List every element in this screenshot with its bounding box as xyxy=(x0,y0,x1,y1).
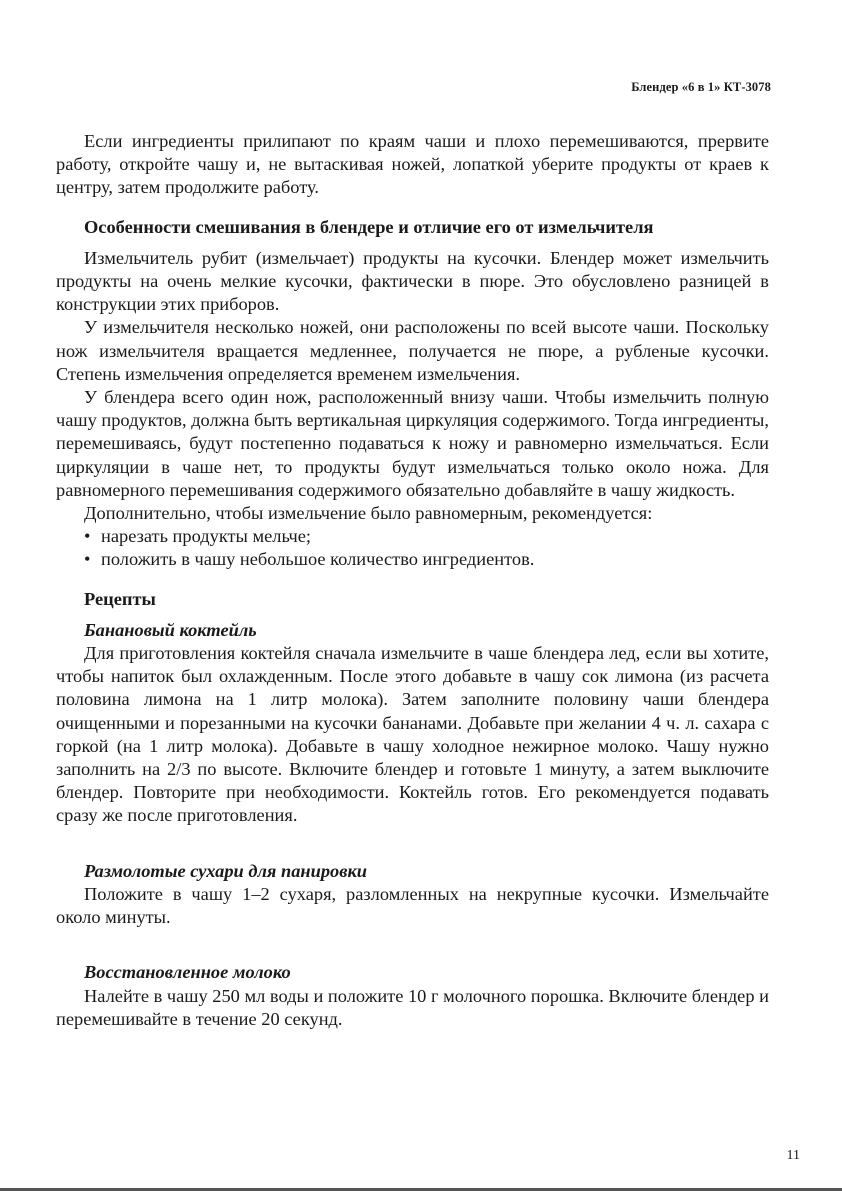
features-paragraph-1: Измельчитель рубит (измельчает) продукты на кусочки. Блендер может измельчить продукты на очень мелкие кусочки, фактически в пюре. Это обусловлено разницей в конструкции этих приборов. xyxy=(56,247,769,315)
page-number: 11 xyxy=(786,1148,800,1163)
recipe-text-banana-cocktail: Для приготовления коктейля сначала измельчите в чаше блендера лед, если вы хотите, чтобы напиток был охлажденным. После этого добавьте в чашу сок лимона (из расчета половина лимона на 1 литр молока). Затем заполните половину чаши блендера очищенными и порезанными на кусочки бананами. Добавьте при желании 4 ч. л. сахара с горкой (на 1 литр молока). Добавьте в чашу холодное нежирное молоко. Чашу нужно заполнить на 2/3 по высоте. Включите блендер и готовьте 1 минуту, а затем выключите блендер. Повторите при необходимости. Коктейль готов. Его рекомендуется подавать сразу же после приготовления. xyxy=(56,643,769,826)
recipe-text-breadcrumbs: Положите в чашу 1–2 сухаря, разломленных на некрупные кусочки. Измельчайте около минуты. xyxy=(56,883,769,928)
recipe-text-milk: Налейте в чашу 250 мл воды и положите 10 г молочного порошка. Включите блендер и перемешивайте в течение 20 секунд. xyxy=(56,985,769,1029)
recipe-title-breadcrumbs: Размолотые сухари для панировки xyxy=(84,860,368,881)
list-item: • положить в чашу небольшое количество ингредиентов. xyxy=(84,548,769,571)
recipe-title-milk: Восстановленное молоко xyxy=(84,962,291,983)
running-header: Блендер «6 в 1» КТ-3078 xyxy=(631,80,771,94)
recommendation-list xyxy=(56,525,769,571)
page-content xyxy=(56,130,769,1031)
features-paragraph-3: У блендера всего один нож, расположенный внизу чаши. Чтобы измельчить полную чашу продуктов, должна быть вертикальная циркуляция содержимого. Тогда ингредиенты, перемешиваясь, будут постепенно подаваться к ножу и равномерно измельчаться. Если циркуляции в чаше нет, то продукты будут измельчаться только около ножа. Для равномерного перемешивания содержимого обязательно добавляйте в чашу жидкость. xyxy=(56,387,769,500)
intro-paragraph: Если ингредиенты прилипают по краям чаши и плохо перемешиваются, прервите работу, откройте чашу и, не вытаскивая ножей, лопаткой уберите продукты от краев к центру, затем продолжите работу. xyxy=(56,131,769,198)
spacer xyxy=(56,929,769,953)
section-heading-features: Особенности смешивания в блендере и отличие его от измельчителя xyxy=(84,216,654,237)
spacer xyxy=(56,828,769,852)
features-paragraph-2: У измельчителя несколько ножей, они расположены по всей высоте чаши. Поскольку нож измельчителя вращается медленнее, получается не пюре, а рубленые кусочки. Степень измельчения определяется временем измельчения. xyxy=(56,317,769,384)
features-paragraph-4: Дополнительно, чтобы измельчение было равномерным, рекомендуется: xyxy=(84,503,653,524)
list-item: • нарезать продукты мельче; xyxy=(84,525,769,548)
recipes-heading: Рецепты xyxy=(84,588,156,609)
recipe-title-banana-cocktail: Банановый коктейль xyxy=(84,619,257,640)
